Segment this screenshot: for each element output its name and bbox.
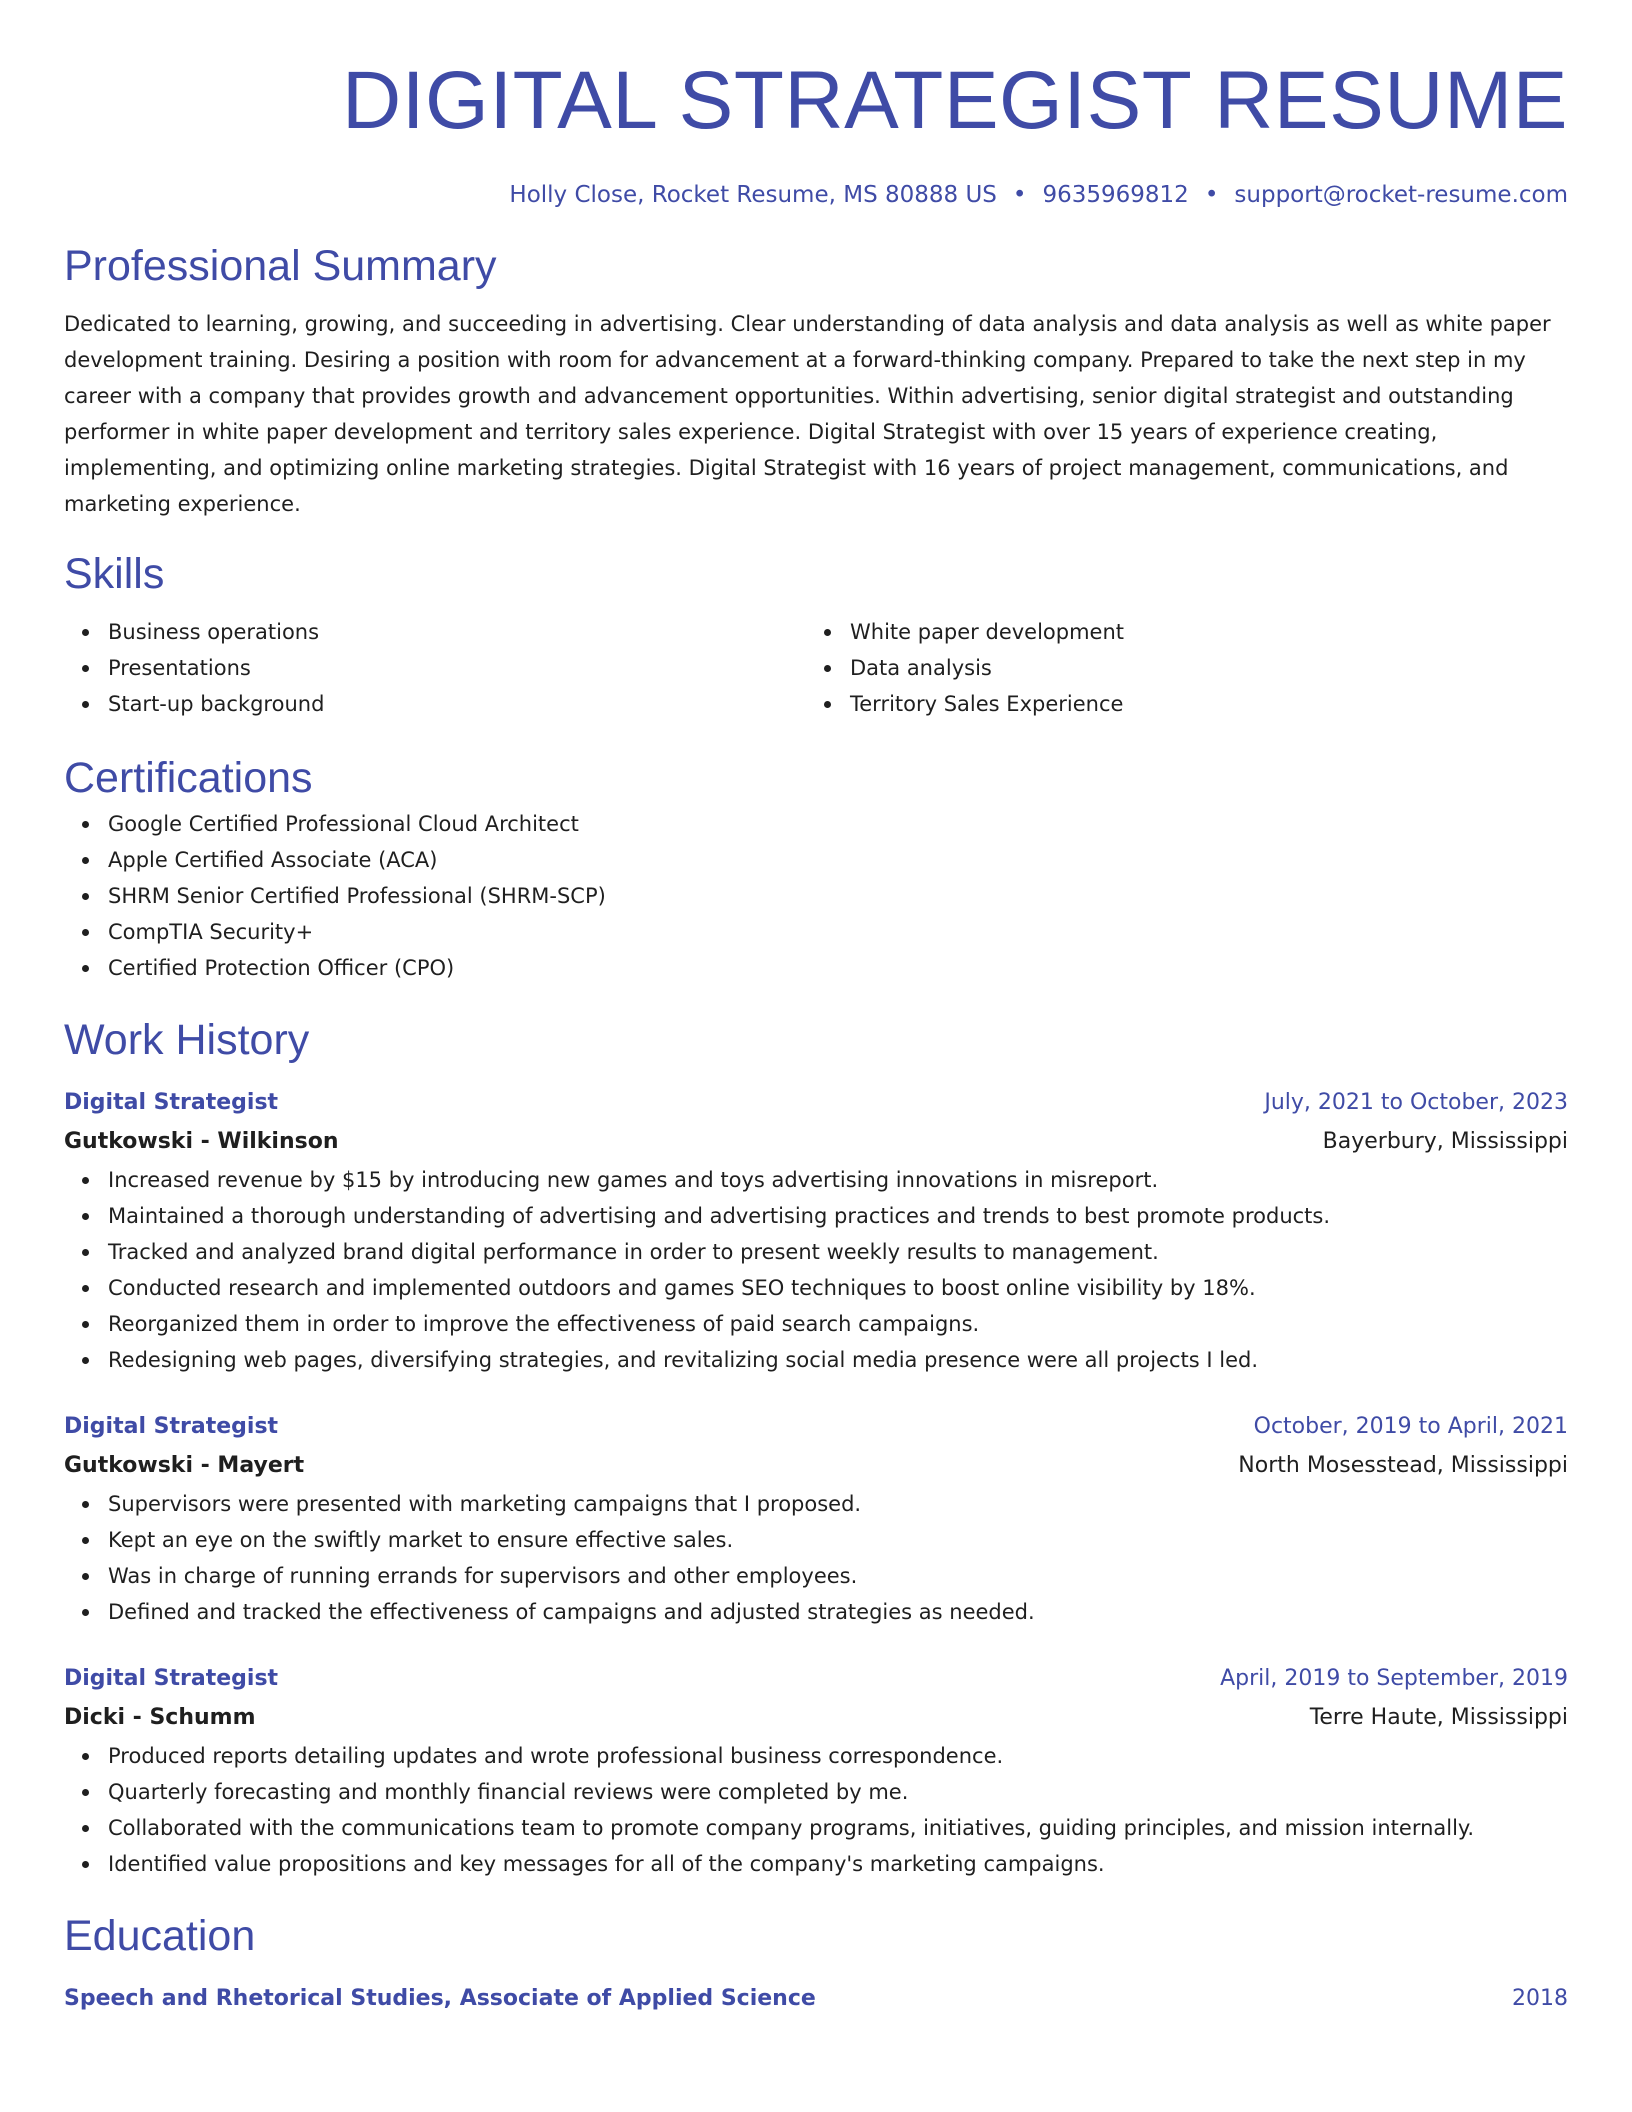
job-dates: October, 2019 to April, 2021 — [1253, 1414, 1568, 1439]
job-bullet: Quarterly forecasting and monthly financial reviews were completed by me. — [108, 1774, 1568, 1810]
certification-item: Google Certified Professional Cloud Architect — [108, 806, 1568, 842]
education-year: 2018 — [1512, 1986, 1568, 2011]
skill-item: Start-up background — [108, 686, 806, 722]
skill-item: Territory Sales Experience — [850, 686, 1548, 722]
certification-item: CompTIA Security+ — [108, 914, 1568, 950]
job-company-row — [64, 1446, 1568, 1486]
education-degree: Speech and Rhetorical Studies, Associate of Applied Science — [64, 1986, 816, 2011]
contact-phone: 9635969812 — [1042, 182, 1189, 208]
job-company: Gutkowski - Wilkinson — [64, 1129, 339, 1154]
contact-line — [64, 178, 1568, 212]
job-entry — [64, 1660, 1568, 1882]
certifications-section — [64, 750, 1568, 986]
skill-item: White paper development — [850, 614, 1548, 650]
job-header-row — [64, 1408, 1568, 1446]
job-title: Digital Strategist — [64, 1414, 279, 1439]
section-heading-education: Education — [64, 1912, 256, 1960]
education-section — [64, 1908, 1568, 2018]
job-bullet: Was in charge of running errands for supervisors and other employees. — [108, 1558, 1568, 1594]
certifications-list — [64, 806, 1568, 986]
job-header-row — [64, 1084, 1568, 1122]
job-location: North Mosesstead, Mississippi — [1238, 1453, 1568, 1478]
job-bullet: Supervisors were presented with marketing campaigns that I proposed. — [108, 1486, 1568, 1522]
job-title: Digital Strategist — [64, 1666, 279, 1691]
job-bullet: Kept an eye on the swiftly market to ensure effective sales. — [108, 1522, 1568, 1558]
skill-item: Data analysis — [850, 650, 1548, 686]
section-heading-summary: Professional Summary — [64, 242, 497, 290]
job-company-row — [64, 1122, 1568, 1162]
education-row — [64, 1980, 1568, 2018]
job-bullet: Tracked and analyzed brand digital performance in order to present weekly results to management. — [108, 1234, 1568, 1270]
contact-email: support@rocket-resume.com — [1234, 182, 1568, 208]
skills-list-left — [64, 614, 806, 722]
job-bullets — [64, 1738, 1568, 1882]
job-bullets — [64, 1162, 1568, 1378]
certification-item: SHRM Senior Certified Professional (SHRM-SCP) — [108, 878, 1568, 914]
certification-item: Certified Protection Officer (CPO) — [108, 950, 1568, 986]
section-heading-certifications: Certifications — [64, 754, 313, 802]
job-bullet: Conducted research and implemented outdoors and games SEO techniques to boost online visibility by 18%. — [108, 1270, 1568, 1306]
job-header-row — [64, 1660, 1568, 1698]
contact-separator: • — [1012, 182, 1027, 208]
job-bullet: Increased revenue by $15 by introducing new games and toys advertising innovations in misreport. — [108, 1162, 1568, 1198]
job-location: Bayerbury, Mississippi — [1322, 1129, 1568, 1154]
job-bullet: Identified value propositions and key messages for all of the company's marketing campaigns. — [108, 1846, 1568, 1882]
job-entry — [64, 1084, 1568, 1378]
job-bullets — [64, 1486, 1568, 1630]
skills-section — [64, 546, 1568, 722]
job-bullet: Maintained a thorough understanding of advertising and advertising practices and trends to best promote products. — [108, 1198, 1568, 1234]
resume-title: DIGITAL STRATEGIST RESUME — [342, 55, 1568, 146]
job-bullet: Collaborated with the communications team to promote company programs, initiatives, guiding principles, and mission internally. — [108, 1810, 1568, 1846]
job-bullet: Produced reports detailing updates and wrote professional business correspondence. — [108, 1738, 1568, 1774]
job-company: Gutkowski - Mayert — [64, 1453, 305, 1478]
skill-item: Business operations — [108, 614, 806, 650]
skills-grid — [64, 614, 1568, 722]
job-bullet: Defined and tracked the effectiveness of campaigns and adjusted strategies as needed. — [108, 1594, 1568, 1630]
certification-item: Apple Certified Associate (ACA) — [108, 842, 1568, 878]
contact-address: Holly Close, Rocket Resume, MS 80888 US — [509, 182, 997, 208]
professional-summary-section — [64, 238, 1568, 522]
skills-list-right — [806, 614, 1548, 722]
job-dates: April, 2019 to September, 2019 — [1220, 1666, 1568, 1691]
job-company: Dicki - Schumm — [64, 1705, 256, 1730]
section-heading-work-history: Work History — [64, 1016, 310, 1064]
job-company-row — [64, 1698, 1568, 1738]
job-bullet: Reorganized them in order to improve the effectiveness of paid search campaigns. — [108, 1306, 1568, 1342]
job-location: Terre Haute, Mississippi — [1309, 1705, 1568, 1730]
contact-separator: • — [1204, 182, 1219, 208]
job-dates: July, 2021 to October, 2023 — [1264, 1090, 1568, 1115]
job-entry — [64, 1408, 1568, 1630]
skill-item: Presentations — [108, 650, 806, 686]
section-heading-skills: Skills — [64, 550, 165, 598]
summary-text: Dedicated to learning, growing, and succeeding in advertising. Clear understanding of data analysis and data analysis as well as white paper development training. Desiring a position with room for advancement at a forward-thinking company. Prepared to take the next step in my career with a company that provides growth and advancement opportunities. Within advertising, senior digital strategist and outstanding performer in white paper development and territory sales experience. Digital Strategist with over 15 years of experience creating, implementing, and optimizing online marketing strategies. Digital Strategist with 16 years of project management, communications, and marketing experience. — [64, 312, 1551, 516]
job-bullet: Redesigning web pages, diversifying strategies, and revitalizing social media presence were all projects I led. — [108, 1342, 1568, 1378]
work-history-section — [64, 1012, 1568, 1882]
job-title: Digital Strategist — [64, 1090, 279, 1115]
